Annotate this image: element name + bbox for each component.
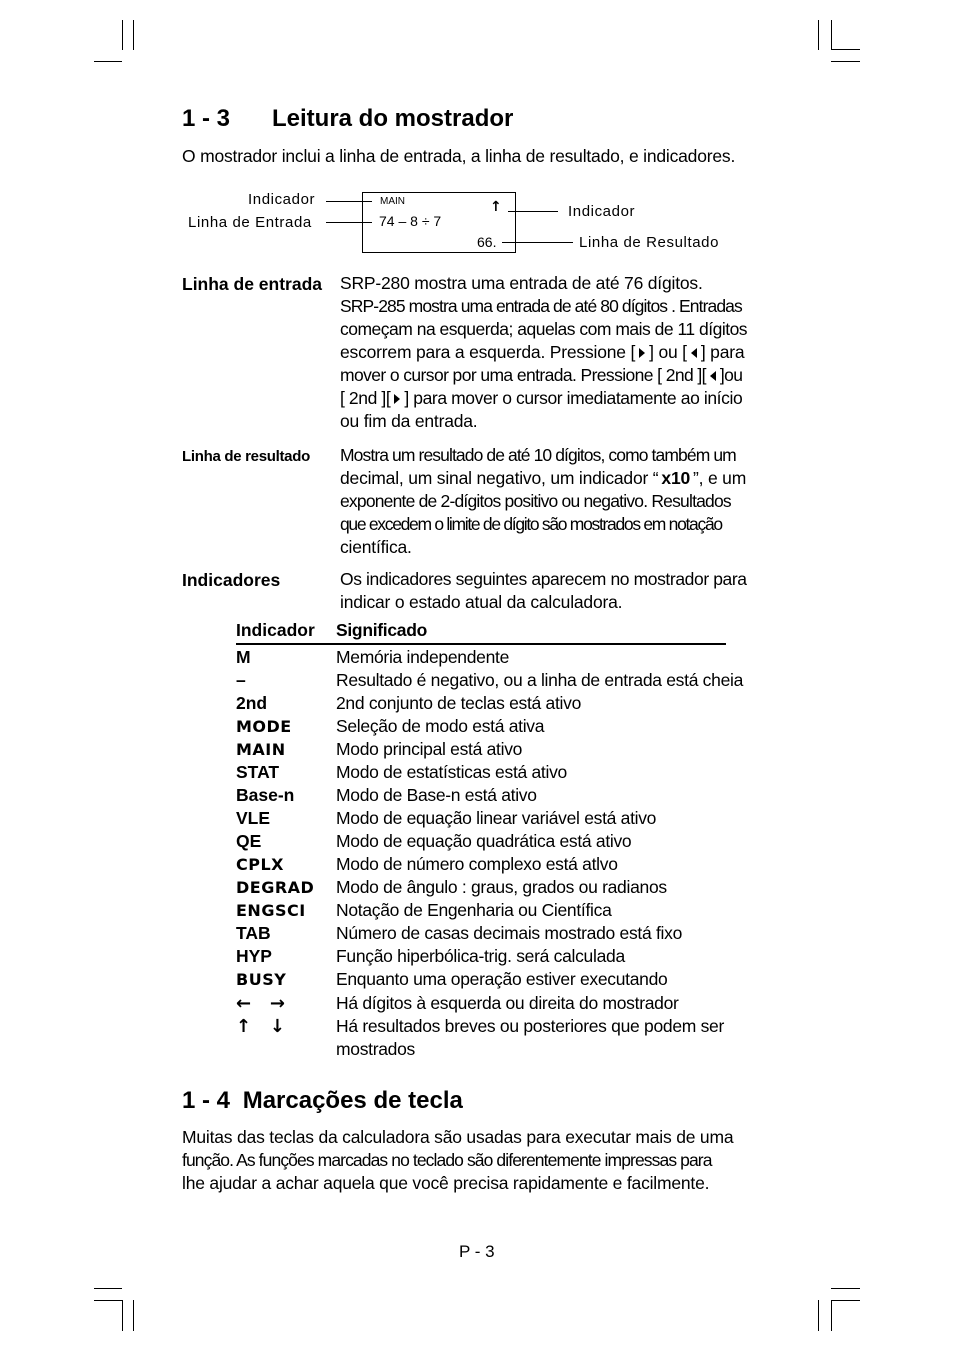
- display-entry-text: 74 – 8 ÷ 7: [379, 213, 442, 229]
- table-row-continuation: mostrados: [336, 1039, 415, 1059]
- table-row: ← → Há dígitos à esquerda ou direita do mostrador: [236, 993, 679, 1014]
- entry-line-text: SRP-280 mostra uma entrada de até 76 dígitos. SRP-285 mostra uma entrada de até 80 dígitos . Entradas começam na esquerda; aquelas com mais de 11 dígitos escorrem para a esquerda. Pressione [ ] ou [ ] para mover o cursor por uma entrada. Pressione [ 2nd ][ ]ou [ 2nd ][ ] para mover o cursor imediatamente ao início ou fim da entrada.: [340, 273, 748, 431]
- table-row: TAB Número de casas decimais mostrado está fixo: [236, 923, 683, 943]
- section-intro: O mostrador inclui a linha de entrada, a linha de resultado, e indicadores.: [182, 146, 736, 166]
- right-arrow-key-icon: [639, 348, 645, 358]
- diagram-label-indicator-left: Indicador: [248, 191, 316, 208]
- diagram-label-entry-line: Linha de Entrada: [188, 214, 312, 231]
- left-arrow-key-icon: [691, 348, 697, 358]
- result-line-text: Mostra um resultado de até 10 dígitos, como também um decimal, um sinal negativo, um indicador “ x10 ”, e um exponente de 2-dígitos positivo ou negativo. Resultados que excedem o limite de dígito são mostrados em notação científica.: [340, 445, 747, 557]
- up-down-arrows-icon: ↑ ↓: [236, 1016, 285, 1037]
- table-row: BUSY Enquanto uma operação estiver executando: [236, 969, 668, 989]
- table-row: MODE Seleção de modo está ativa: [236, 716, 545, 736]
- diagram-label-indicator-right: Indicador: [568, 203, 636, 220]
- table-header-rule: [236, 643, 726, 645]
- section-title: Marcações de tecla: [242, 1087, 463, 1114]
- indicators-text: Os indicadores seguintes aparecem no mostrador para indicar o estado atual da calculadora.: [340, 569, 747, 612]
- entry-line-label: Linha de entrada: [182, 274, 323, 294]
- table-row: 2nd 2nd conjunto de teclas está ativo: [236, 693, 581, 713]
- left-arrow-key-icon: [710, 371, 716, 381]
- table-row: ↑ ↓ Há resultados breves ou posteriores que podem ser: [236, 1016, 725, 1037]
- section-heading: [182, 105, 514, 133]
- right-arrow-key-icon: [394, 394, 400, 404]
- table-row: ENGSCI Notação de Engenharia ou Científica: [236, 900, 612, 920]
- left-right-arrows-icon: ← →: [236, 993, 285, 1014]
- table-row: Base-n Modo de Base-n está ativo: [236, 785, 537, 805]
- table-row: STAT Modo de estatísticas está ativo: [236, 762, 567, 782]
- indicators-label: Indicadores: [182, 570, 281, 590]
- table-row: VLE Modo de equação linear variável está ativo: [236, 808, 657, 828]
- table-row: MAIN Modo principal está ativo: [236, 739, 523, 759]
- section-number: 1 - 4: [182, 1087, 231, 1114]
- section-14-text: Muitas das teclas da calculadora são usadas para executar mais de uma função. As funções marcadas no teclado são diferentemente impressas para lhe ajudar a achar aquela que você precisa rapidamente e facilmente.: [182, 1127, 734, 1193]
- table-row: HYP Função hiperbólica-trig. será calculada: [236, 946, 625, 966]
- diagram-label-result-line: Linha de Resultado: [579, 234, 720, 251]
- section-number: 1 - 3: [182, 105, 231, 132]
- section-heading-14: [182, 1087, 463, 1115]
- display-up-arrow-icon: ↑: [490, 199, 502, 215]
- table-row: – Resultado é negativo, ou a linha de entrada está cheia: [236, 670, 744, 690]
- section-title: Leitura do mostrador: [272, 105, 514, 132]
- page-number: P - 3: [459, 1242, 495, 1261]
- table-row: DEGRAD Modo de ângulo : graus, grados ou radianos: [236, 877, 667, 897]
- table-row: M Memória independente: [236, 647, 510, 667]
- result-line-label: Linha de resultado: [182, 448, 310, 465]
- table-row: QE Modo de equação quadrática está ativo: [236, 831, 632, 851]
- display-result-text: 66.: [477, 234, 497, 250]
- display-main-indicator: MAIN: [380, 196, 405, 207]
- table-row: CPLX Modo de número complexo está atlvo: [236, 854, 618, 874]
- indicator-table-header: Indicador Significado: [236, 620, 428, 640]
